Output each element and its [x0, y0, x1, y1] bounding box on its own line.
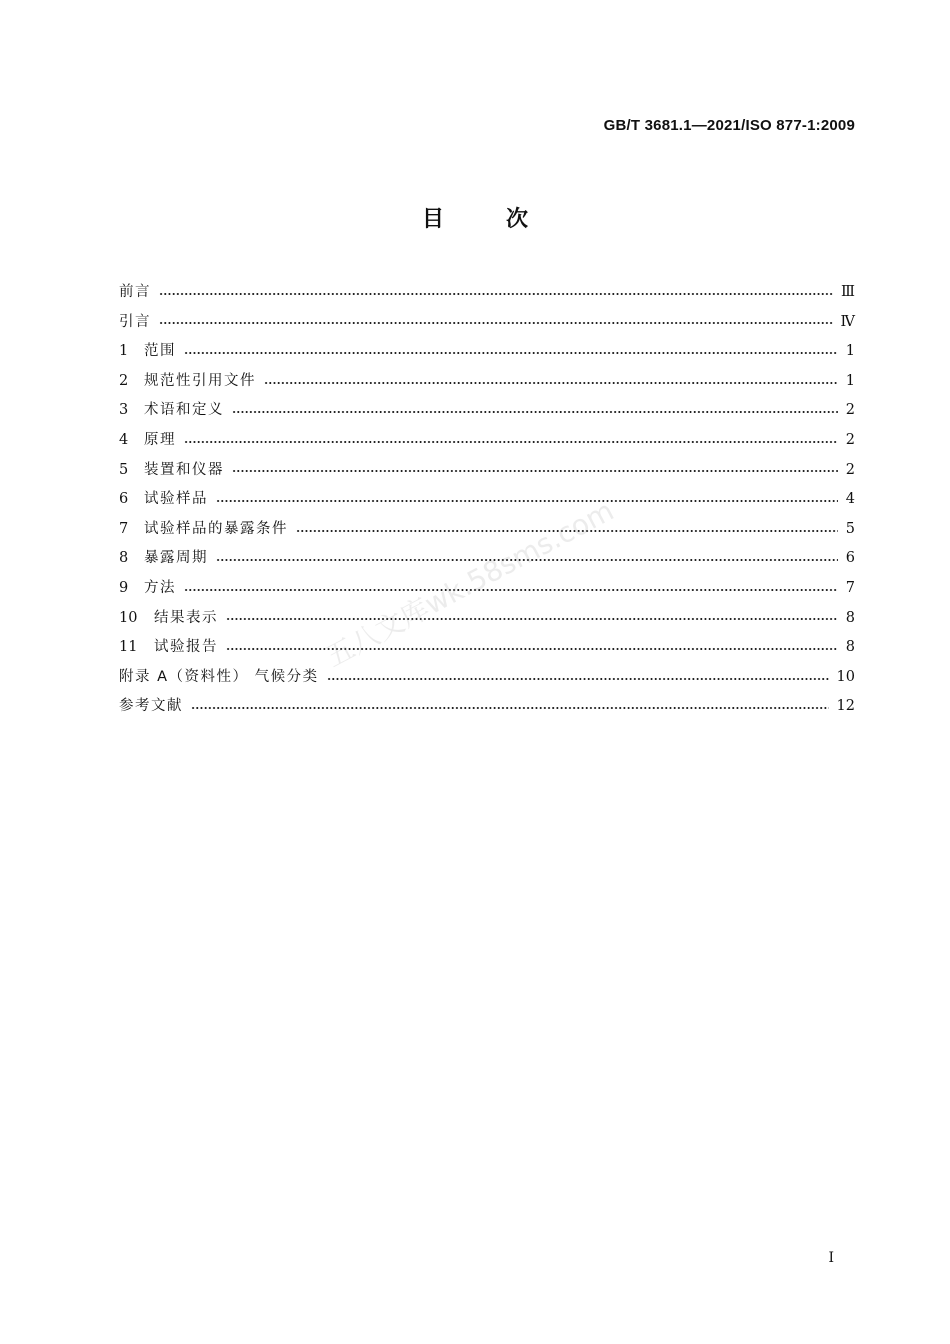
toc-entry-number: 5 [119, 461, 129, 478]
toc-entry-label: 暴露周期 [144, 550, 208, 567]
toc-entry-number: 8 [119, 550, 129, 567]
toc-entry-number: 1 [119, 343, 129, 360]
toc-entry[interactable] [119, 663, 855, 693]
toc-dot-leader [226, 618, 838, 620]
toc-entry[interactable] [119, 544, 855, 574]
toc-dot-leader [264, 382, 838, 384]
toc-entry-label: 规范性引用文件 [144, 372, 256, 389]
toc-entry-number: 9 [119, 579, 129, 596]
toc-entry[interactable] [119, 426, 855, 456]
toc-entry-number: 6 [119, 491, 129, 508]
toc-entry[interactable] [119, 367, 855, 397]
toc-dot-leader [327, 678, 829, 680]
toc-entry-label: 原理 [144, 431, 176, 448]
toc-entry-page: 2 [845, 431, 855, 448]
toc-dot-leader [184, 589, 838, 591]
toc-entry[interactable] [119, 485, 855, 515]
toc-entry[interactable] [119, 278, 855, 308]
toc-dot-leader [232, 411, 838, 413]
toc-entry[interactable] [119, 456, 855, 486]
toc-entry-page: 1 [845, 372, 855, 389]
toc-entry-page: 10 [836, 668, 855, 685]
toc-entry-page: 8 [845, 609, 855, 626]
toc-entry-label: 试验报告 [154, 639, 218, 656]
toc-entry-number: 10 [119, 609, 138, 626]
toc-entry-label: 参考文献 [119, 698, 183, 715]
toc-dot-leader [191, 707, 829, 709]
toc-entry-label: 装置和仪器 [144, 461, 224, 478]
toc-entry-number: 4 [119, 431, 129, 448]
standard-code: GB/T 3681.1—2021/ISO 877-1:2009 [603, 117, 855, 134]
toc-dot-leader [159, 293, 833, 295]
toc-entry[interactable] [119, 604, 855, 634]
page-number: I [828, 1250, 834, 1266]
toc-entry-label: 结果表示 [154, 609, 218, 626]
toc-entry[interactable] [119, 633, 855, 663]
toc-entry-label: 方法 [144, 579, 176, 596]
toc-entry-number: 11 [119, 639, 138, 656]
toc-entry-label: 范围 [144, 343, 176, 360]
toc-entry-label: 试验样品 [144, 491, 208, 508]
toc-entry-label: 前言 [119, 284, 151, 300]
toc-entry-page: 7 [845, 579, 855, 596]
toc-entry[interactable] [119, 515, 855, 545]
toc-entry[interactable] [119, 337, 855, 367]
toc-entry-page: 4 [845, 491, 855, 508]
toc-dot-leader [184, 352, 838, 354]
toc-entry-page: 2 [845, 461, 855, 478]
toc-entry-page: Ⅳ [840, 313, 855, 330]
toc-dot-leader [216, 559, 838, 561]
toc-entry[interactable] [119, 692, 855, 722]
toc-entry-label: 附录 A（资料性） 气候分类 [119, 668, 319, 685]
toc-dot-leader [226, 648, 838, 650]
toc-entry-page: 8 [845, 639, 855, 656]
toc-entry-page: 1 [845, 343, 855, 360]
toc-entry[interactable] [119, 308, 855, 338]
toc-entry-page: 2 [845, 402, 855, 419]
watermark: 五八文库wk.58sms.com [320, 493, 620, 674]
table-of-contents [119, 278, 855, 722]
toc-entry[interactable] [119, 574, 855, 604]
page-title: 目次 [421, 207, 590, 232]
toc-entry-number: 3 [119, 402, 129, 419]
toc-entry-label: 引言 [119, 313, 151, 330]
toc-entry-page: 12 [836, 698, 855, 715]
toc-entry-number: 2 [119, 372, 129, 389]
toc-dot-leader [296, 530, 838, 532]
toc-dot-leader [216, 500, 838, 502]
toc-entry-label: 术语和定义 [144, 402, 224, 419]
toc-entry-page: 5 [845, 520, 855, 537]
toc-dot-leader [184, 441, 838, 443]
toc-dot-leader [159, 322, 833, 324]
toc-dot-leader [232, 470, 838, 472]
toc-entry-page: Ⅲ [841, 284, 855, 300]
toc-entry-number: 7 [119, 520, 129, 537]
toc-entry-page: 6 [845, 550, 855, 567]
toc-entry-label: 试验样品的暴露条件 [144, 520, 288, 537]
toc-entry[interactable] [119, 396, 855, 426]
